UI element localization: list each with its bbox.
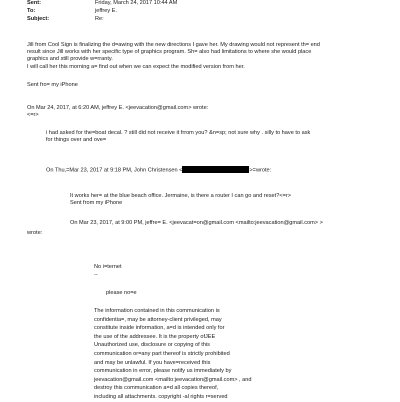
text-line: communication in error, please notify us immediately by	[94, 368, 232, 375]
text-line: Sent from my iPhone	[70, 200, 123, 207]
subject-label: Subject:	[27, 16, 50, 22]
text-line: constitute inside information, a=d is intended only for	[94, 325, 225, 332]
text-line: Jill from Cool Sign is finalizing the d=awing with the new directions I gave her. My drawing would not represent th= end	[27, 42, 320, 48]
sent-value: Friday, March 24, 2017 10:44 AM	[95, 0, 178, 6]
redaction-box	[182, 166, 249, 173]
message-paragraph	[27, 42, 320, 71]
text-line: On Mar 24, 2017, at 6:20 AM, jeffrey E. <jeevacation@gmail.com> wrote:	[27, 105, 209, 111]
please-note-text: please no=e	[106, 290, 137, 296]
sent-label: Sent:	[27, 0, 41, 6]
sent-from-line: Sent fro= my iPhone	[27, 82, 78, 88]
confidentiality-disclaimer	[94, 307, 252, 402]
to-value: jeffrey E.	[95, 8, 117, 14]
text-line: The information contained in this communication is	[94, 308, 220, 314]
text-line: and may be unlawful. If you have=received this	[94, 359, 211, 366]
quote2-body	[70, 193, 291, 207]
text-line: including all attachments. copyright -al rights r=served	[94, 393, 228, 400]
text-line: the use of the addressee. It is the property ofJEE	[94, 333, 216, 340]
header-suffix: >=wrote:	[249, 167, 272, 174]
no-internet-text: No i=ternet	[94, 264, 122, 270]
text-line: <=r>	[27, 112, 39, 119]
text-line: i had asked for the=boat decal. ? still did not receive it frrom you? &n=sp; not sure why . silly to have to ask	[46, 130, 311, 136]
text-line: It works her= at the blue beach office. Jermaine, is there a router I can go and reset?<=r>	[70, 193, 291, 199]
text-line: for things over and ove=	[46, 137, 107, 144]
text-line: Unauthorized use, disclosure or copying of this	[94, 342, 210, 349]
quote1-body	[46, 130, 310, 144]
quote3-header-wrote: wrote:	[27, 230, 43, 236]
text-line: communication or=any part thereof is strictly prohibited	[94, 350, 230, 357]
header-prefix: On Thu,=Mar 23, 2017 at 9:18 PM, John Christensen <	[46, 167, 183, 174]
text-line: confidentia=, may be attorney-client privileged, may	[94, 316, 222, 323]
text-line: destroy this communication a=d all copies thereof,	[94, 385, 219, 392]
subject-value: Re:	[95, 16, 104, 22]
text-line: result since Jill works with her specific type of graphics program. Sh= also had limitations to where she would place	[27, 49, 312, 56]
quote3-header-line: On Mar 23, 2017, at 9:00 PM, jeffre= E. <jeevacat=on@gmail.com <mailto:jeevacation@gmail.com> >	[70, 220, 323, 226]
text-line: graphics and still provide w=rranty.	[27, 56, 113, 63]
quote1-header	[27, 105, 208, 119]
text-line: I will call her this morning a= find out when we can expect the modified version from her.	[27, 63, 245, 70]
to-label: To:	[27, 8, 36, 14]
text-line: jeevacation@gmail.com <mailto:jeevacation@gmail.com> , and	[94, 376, 252, 383]
signature-dashes: --	[94, 272, 98, 278]
quote2-header	[46, 166, 271, 175]
